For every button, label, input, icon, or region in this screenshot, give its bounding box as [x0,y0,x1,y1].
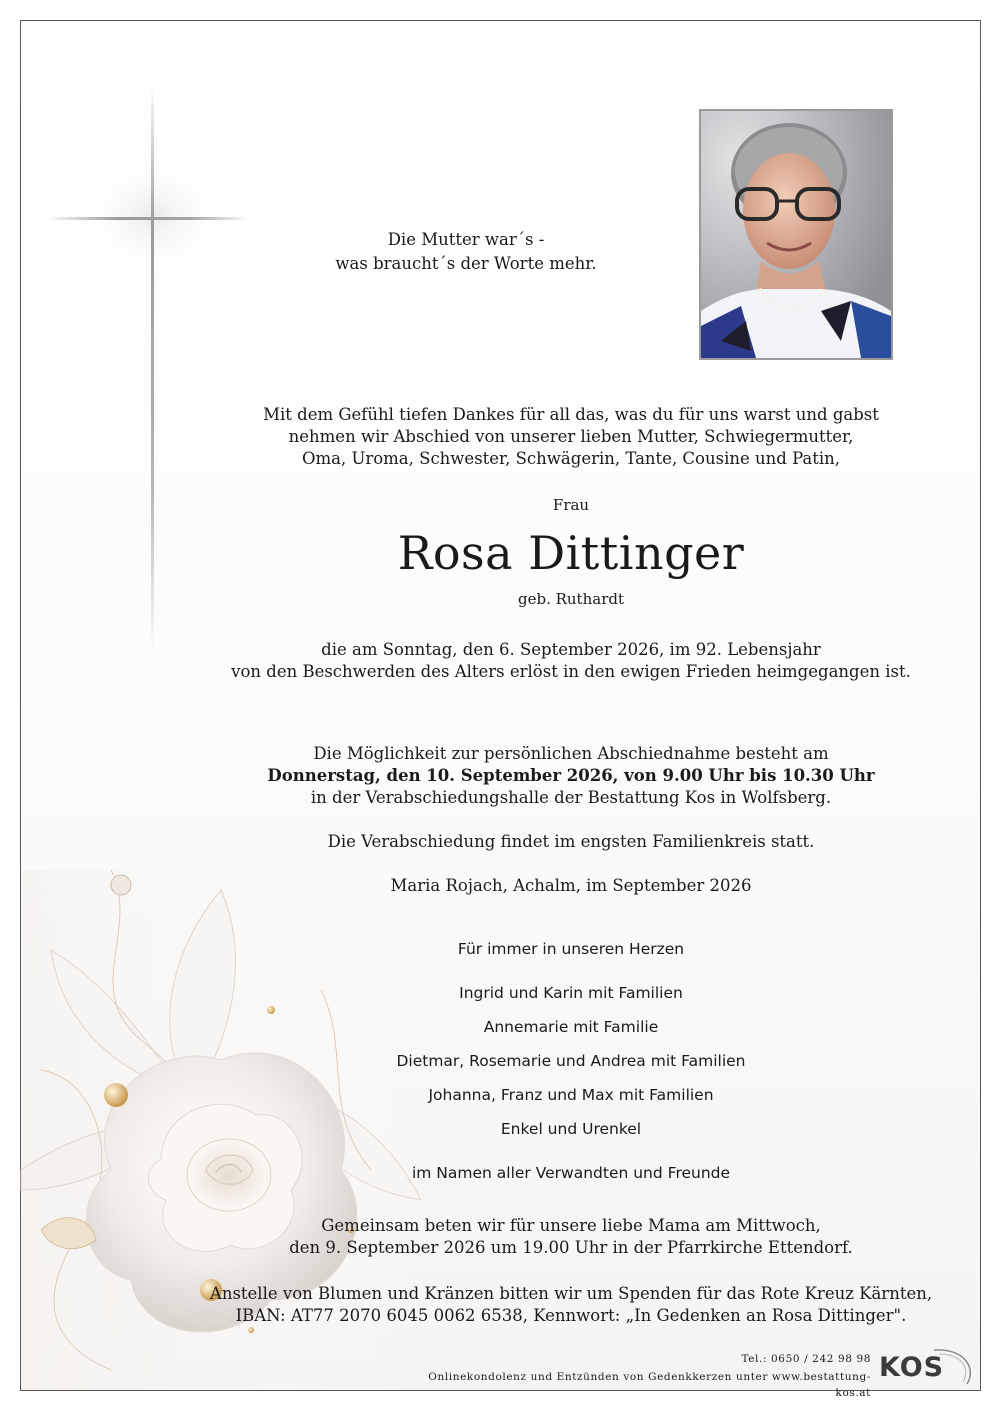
quote-line-2: was braucht´s der Worte mehr. [335,254,597,273]
farewell-date: Donnerstag, den 10. September 2026, von 9.00 Uhr bis 10.30 Uhr [267,766,875,785]
intro-line-2: nehmen wir Abschied von unserer lieben Mutter, Schwiegermutter, [288,427,854,446]
death-line-1: die am Sonntag, den 6. September 2026, im 92. Lebensjahr [321,640,821,659]
death-notice [191,639,951,683]
prayer-info [191,1215,951,1259]
intro-text [191,404,951,470]
place-date: Maria Rojach, Achalm, im September 2026 [390,876,752,895]
donation-line-2: IBAN: AT77 2070 6045 0062 6538, Kennwort: „In Gedenken an Rosa Dittinger". [235,1306,907,1325]
opening-quote [301,228,631,276]
mourners-closing: im Namen aller Verwandten und Freunde [411,1164,731,1182]
family-note: Die Verabschiedung findet im engsten Familienkreis statt. [327,832,815,851]
mourner-4: Johanna, Franz und Max mit Familien [428,1086,714,1104]
quote-line-1: Die Mutter war´s - [387,230,545,249]
footer-web: Onlinekondolenz und Entzünden von Gedenkkerzen unter www.bestattung-kos.at [428,1371,871,1399]
prayer-line-1: Gemeinsam beten wir für unsere liebe Mama am Mittwoch, [321,1216,821,1235]
footer-phone: Tel.: 0650 / 242 98 98 [741,1353,871,1365]
farewell-line-1: Die Möglichkeit zur persönlichen Abschiednahme besteht am [313,744,829,763]
mourner-3: Dietmar, Rosemarie und Andrea mit Familien [396,1052,746,1070]
prayer-line-2: den 9. September 2026 um 19.00 Uhr in der Pfarrkirche Ettendorf. [289,1238,853,1257]
cross-icon [21,21,321,721]
mourner-5: Enkel und Urenkel [500,1120,642,1138]
mourner-2: Annemarie mit Familie [483,1018,659,1036]
intro-line-3: Oma, Uroma, Schwester, Schwägerin, Tante, Cousine und Patin, [301,449,841,468]
logo-text: KOS [879,1352,945,1383]
farewell-info [191,743,951,809]
obituary-card [20,20,981,1399]
death-line-2: von den Beschwerden des Alters erlöst in den ewigen Frieden heimgegangen ist. [231,662,911,681]
intro-line-1: Mit dem Gefühl tiefen Dankes für all das, was du für uns warst und gabst [263,405,879,424]
portrait-image [701,111,891,358]
birth-name: geb. Ruthardt [517,590,624,608]
salutation: Frau [552,496,590,514]
donation-line-1: Anstelle von Blumen und Kränzen bitten wir um Spenden für das Rote Kreuz Kärnten, [209,1284,933,1303]
mourner-1: Ingrid und Karin mit Familien [459,984,683,1002]
deceased-name: Rosa Dittinger [397,526,745,580]
donation-info [191,1283,951,1327]
mourners-heading: Für immer in unseren Herzen [457,940,685,958]
portrait-photo [699,109,893,360]
kos-logo [879,1348,979,1388]
farewell-line-3: in der Verabschiedungshalle der Bestattung Kos in Wolfsberg. [310,788,832,807]
